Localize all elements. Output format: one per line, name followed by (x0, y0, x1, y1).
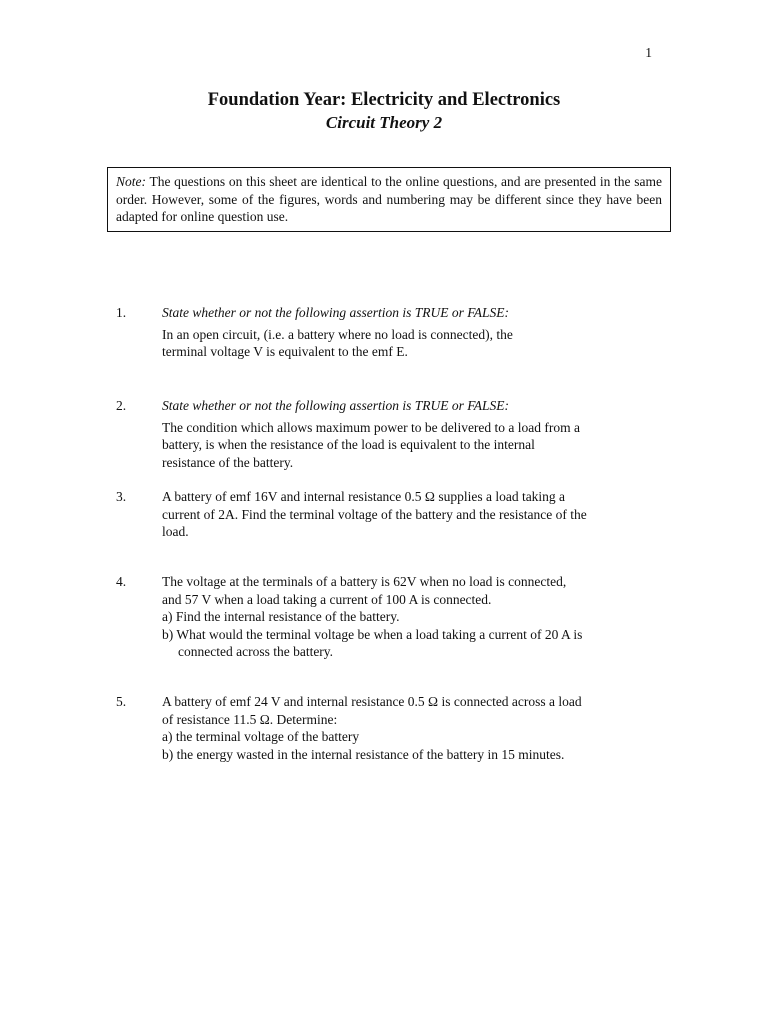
question-line: of resistance 11.5 Ω. Determine: (162, 711, 338, 727)
question-number: 3. (116, 489, 127, 504)
question-2 (116, 397, 656, 471)
question-line: current of 2A. Find the terminal voltage of the battery and the resistance of the (162, 506, 587, 522)
question-line: b) the energy wasted in the internal resistance of the battery in 15 minutes. (162, 746, 565, 762)
question-number: 1. (116, 305, 127, 320)
question-number: 5. (116, 694, 127, 709)
question-line: a) Find the internal resistance of the battery. (162, 609, 400, 624)
question-line: a) the terminal voltage of the battery (162, 729, 360, 744)
question-5 (116, 693, 656, 763)
question-line: A battery of emf 24 V and internal resistance 0.5 Ω is connected across a load (162, 694, 582, 709)
question-line: connected across the battery. (178, 644, 334, 659)
note-text: The questions on this sheet are identical to the online questions, and are presented in the same order. However, some of the figures, words and numbering may be different since they have been adapted for online question use. (116, 174, 662, 224)
question-instruction: State whether or not the following assertion is TRUE or FALSE: (162, 305, 510, 320)
question-number: 2. (116, 398, 127, 413)
document-title: Foundation Year: Electricity and Electronics (207, 90, 561, 110)
question-line: terminal voltage V is equivalent to the emf E. (162, 344, 408, 359)
question-line: A battery of emf 16V and internal resistance 0.5 Ω supplies a load taking a (162, 489, 566, 504)
question-4 (116, 573, 656, 661)
note-box (107, 167, 671, 232)
question-line: load. (162, 524, 189, 539)
question-line: b) What would the terminal voltage be when a load taking a current of 20 A is (162, 626, 583, 642)
question-line: The condition which allows maximum power to be delivered to a load from a (162, 419, 581, 435)
question-line: and 57 V when a load taking a current of 100 A is connected. (162, 591, 492, 607)
question-line: resistance of the battery. (162, 454, 294, 470)
question-line: In an open circuit, (i.e. a battery where no load is connected), the (162, 326, 513, 342)
note-label: Note: (116, 174, 146, 189)
question-3 (116, 488, 656, 541)
page-number: 1 (645, 45, 652, 60)
question-number: 4. (116, 574, 127, 589)
question-line: The voltage at the terminals of a battery is 62V when no load is connected, (162, 574, 567, 589)
question-line: battery, is when the resistance of the load is equivalent to the internal (162, 437, 535, 452)
document-subtitle: Circuit Theory 2 (325, 113, 443, 132)
question-instruction: State whether or not the following assertion is TRUE or FALSE: (162, 398, 510, 413)
question-1 (116, 304, 656, 361)
